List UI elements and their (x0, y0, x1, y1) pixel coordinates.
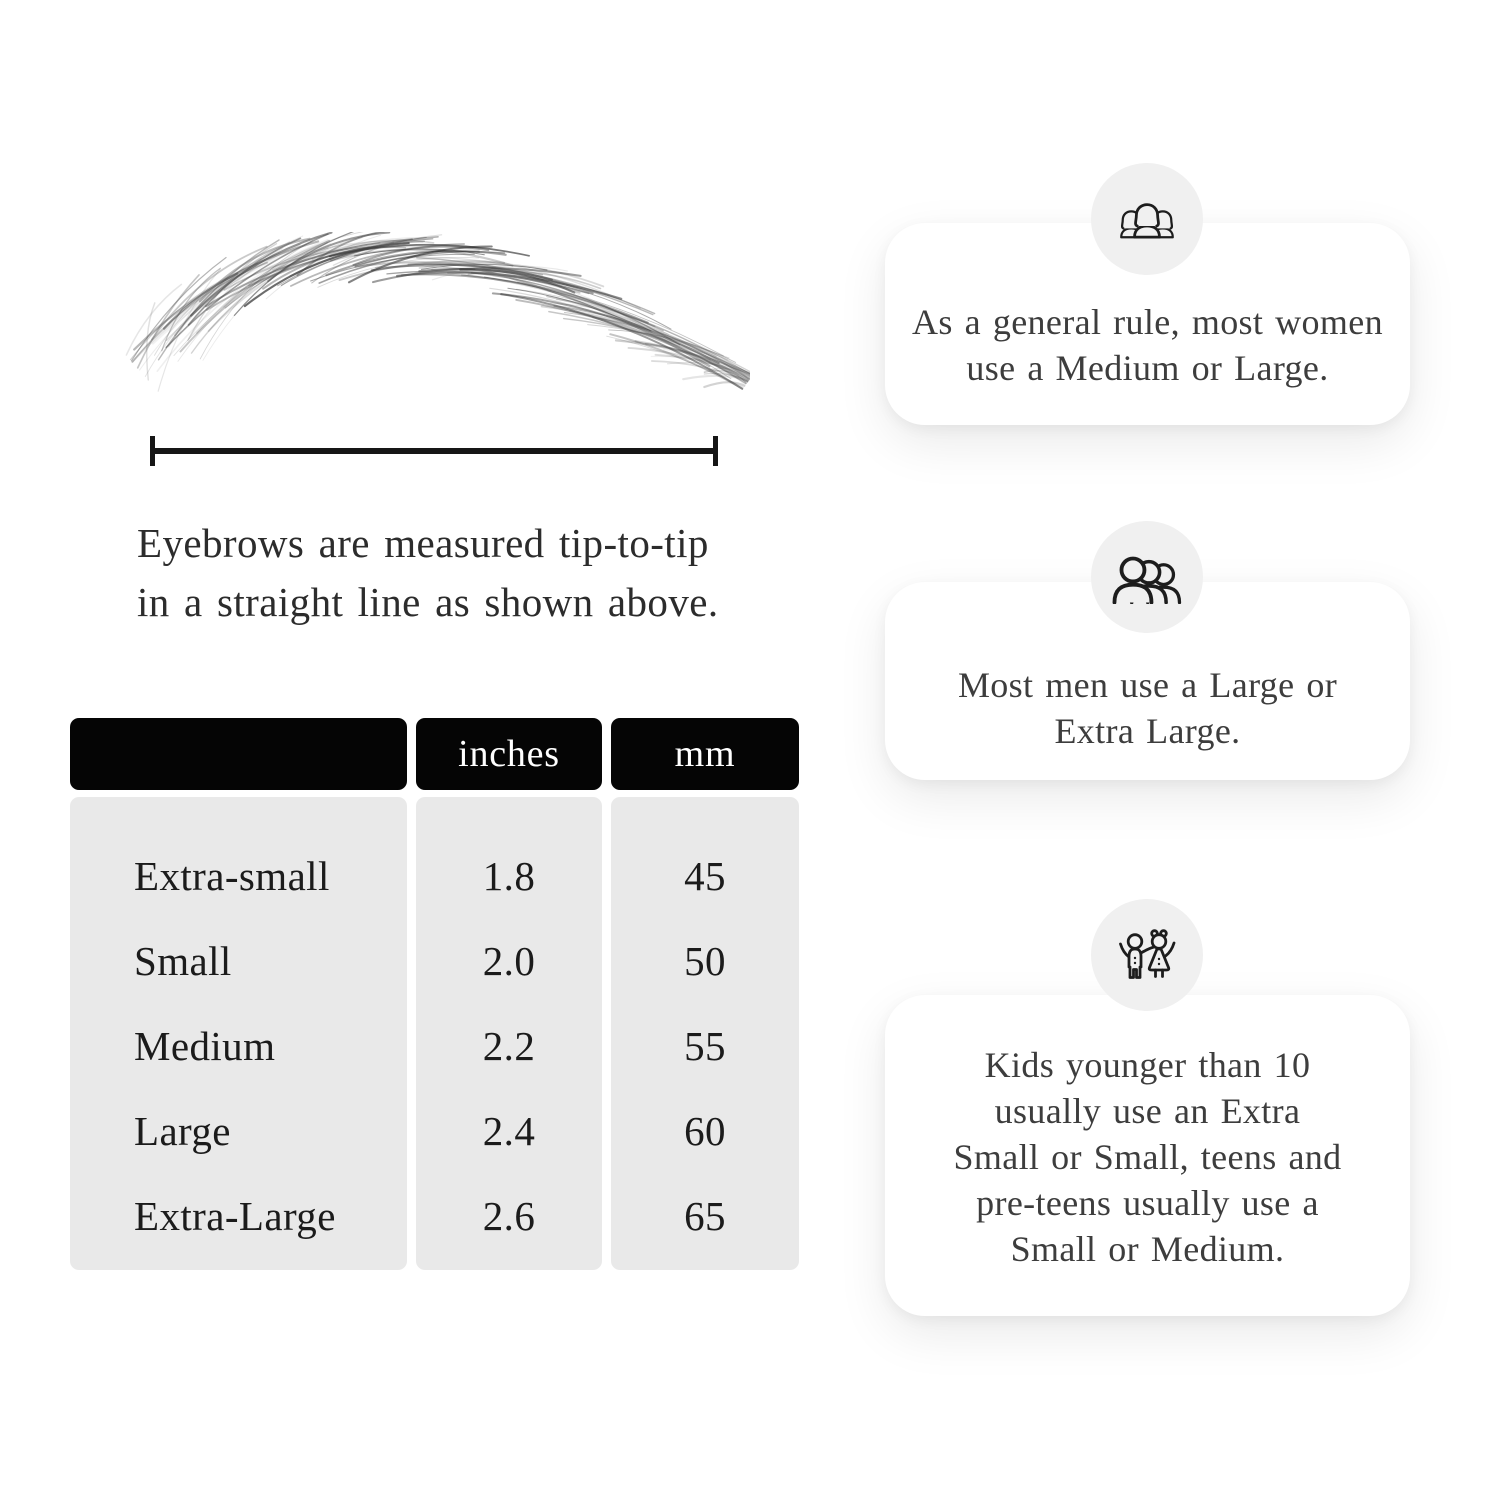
kids-icon (1115, 929, 1179, 981)
ruler-right-tick (713, 436, 718, 466)
size-label-cell: Extra-Large (134, 1192, 336, 1239)
icon-circle-women (1091, 163, 1203, 275)
eyebrow-hairs (126, 232, 750, 391)
table-header-size (70, 718, 407, 790)
mm-value-cell: 60 (684, 1107, 726, 1154)
size-label-cell: Medium (134, 1022, 276, 1069)
inches-value-cell: 2.4 (482, 1107, 536, 1154)
icon-circle-kids (1091, 899, 1203, 1011)
mm-value-cell: 45 (684, 852, 726, 899)
women-group-icon (1109, 198, 1185, 241)
mm-value-cell: 50 (684, 937, 726, 984)
inches-value-cell: 2.0 (482, 937, 536, 984)
caption-line-1: Eyebrows are measured tip-to-tip (137, 520, 709, 566)
inches-value-cell: 2.2 (482, 1022, 536, 1069)
measurement-caption (137, 514, 782, 632)
size-table (70, 718, 799, 1270)
caption-line-2: in a straight line as shown above. (137, 579, 719, 625)
men-group-icon (1110, 550, 1184, 604)
ruler-line (150, 448, 718, 454)
table-header-mm: mm (611, 718, 799, 790)
tip-text-kids: Kids younger than 10 usually use an Extra Small or Small, teens and pre-teens usually use a Small or Medium. (953, 1045, 1342, 1269)
size-label-cell: Large (134, 1107, 231, 1154)
eyebrow-illustration (100, 232, 750, 417)
table-column-sizes (70, 797, 407, 1270)
table-column-mm (611, 797, 799, 1270)
mm-value-cell: 55 (684, 1022, 726, 1069)
tip-text-men: Most men use a Large or Extra Large. (957, 665, 1338, 751)
tip-card-kids (885, 995, 1410, 1316)
table-header-inches: inches (416, 718, 602, 790)
table-column-inches (416, 797, 602, 1270)
size-label-cell: Extra-small (134, 852, 330, 899)
inches-value-cell: 1.8 (482, 852, 536, 899)
icon-circle-men (1091, 521, 1203, 633)
tip-text-women: As a general rule, most women use a Medium or Large. (912, 302, 1383, 388)
measurement-ruler (150, 436, 718, 466)
mm-value-cell: 65 (684, 1192, 726, 1239)
inches-value-cell: 2.6 (482, 1192, 536, 1239)
size-label-cell: Small (134, 937, 232, 984)
